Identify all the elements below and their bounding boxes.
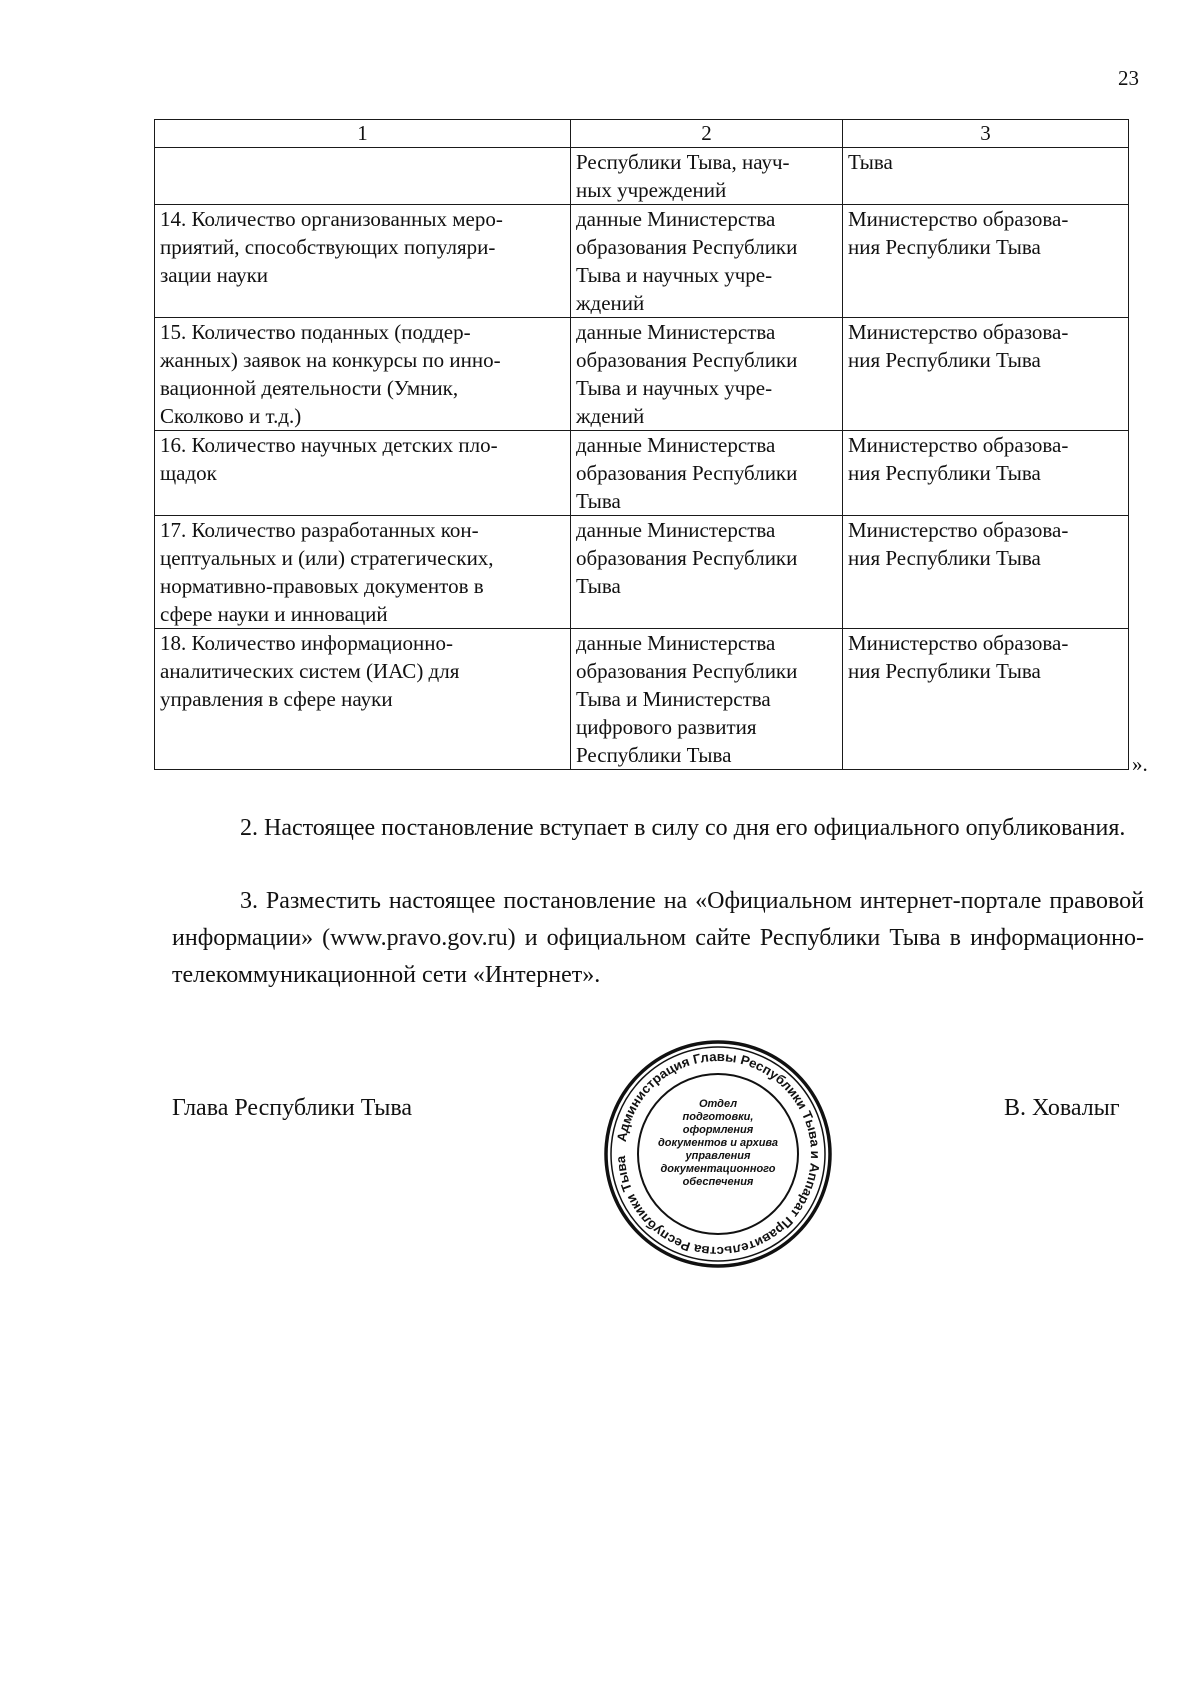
paragraph-text: 2. Настоящее постановление вступает в силу со дня его официального опубликования. xyxy=(240,815,1126,841)
seal-line: управления xyxy=(685,1150,751,1162)
column-header-2: 2 xyxy=(571,120,843,148)
indicator-cell: 18. Количество информационно- аналитических систем (ИАС) для управления в сфере науки xyxy=(155,629,571,770)
responsible-cell: Министерство образова- ния Республики Тыва xyxy=(843,629,1129,770)
seal-line: подготовки, xyxy=(682,1111,754,1123)
responsible-cell: Министерство образова- ния Республики Тыва xyxy=(843,431,1129,516)
page-number: 23 xyxy=(1118,66,1139,90)
responsible-cell: Министерство образова- ния Республики Тыва xyxy=(843,318,1129,431)
responsible-cell: Министерство образова- ния Республики Тыва xyxy=(843,516,1129,629)
source-cell: данные Министерства образования Республики Тыва и научных учре- ждений xyxy=(571,205,843,318)
column-header-3: 3 xyxy=(843,120,1129,148)
indicators-table xyxy=(154,119,1129,770)
indicator-cell xyxy=(155,148,571,205)
responsible-cell: Министерство образова- ния Республики Тыва xyxy=(843,205,1129,318)
table-row xyxy=(155,205,1129,318)
table-row xyxy=(155,318,1129,431)
table-row xyxy=(155,516,1129,629)
table-header-row xyxy=(155,120,1129,148)
table-row xyxy=(155,148,1129,205)
seal-line: документов и архива xyxy=(657,1137,779,1149)
indicator-cell: 14. Количество организованных меро- приятий, способствующих популяри- зации науки xyxy=(155,205,571,318)
indicator-cell: 17. Количество разработанных кон- цептуальных и (или) стратегических, нормативно-правовых документов в сфере науки и инноваций xyxy=(155,516,571,629)
seal-ring-text: Администрация Главы Республики Тыва и Аппарат Правительства Республики Тыва xyxy=(612,1048,824,1260)
paragraph-entry-into-force xyxy=(172,810,1144,847)
signatory-name: В. Ховалыг xyxy=(1004,1095,1120,1121)
signatory-position: Глава Республики Тыва xyxy=(172,1095,413,1121)
table-row xyxy=(155,629,1129,770)
seal-line: оформления xyxy=(682,1124,754,1136)
source-cell: данные Министерства образования Республики Тыва xyxy=(571,516,843,629)
seal-line: Отдел xyxy=(698,1098,738,1110)
paragraph-publication xyxy=(172,883,1144,994)
source-cell: данные Министерства образования Республики Тыва xyxy=(571,431,843,516)
source-cell: Республики Тыва, науч- ных учреждений xyxy=(571,148,843,205)
column-header-1: 1 xyxy=(155,120,571,148)
indicator-cell: 16. Количество научных детских пло- щадок xyxy=(155,431,571,516)
seal-line: документационного xyxy=(660,1163,776,1175)
responsible-cell: Тыва xyxy=(843,148,1129,205)
seal-line: обеспечения xyxy=(682,1176,754,1188)
paragraph-text: 3. Разместить настоящее постановление на «Официальном интернет-портале правовой информации» (www.pravo.gov.ru) и официальном сайте Республики Тыва в информационно-телекоммуникационной сети «Интернет». xyxy=(172,888,1144,988)
indicator-cell: 15. Количество поданных (поддер- жанных) заявок на конкурсы по инно- вационной деятельности (Умник, Сколково и т.д.) xyxy=(155,318,571,431)
seal-center-text xyxy=(642,1098,794,1189)
closing-quote: ». xyxy=(1132,752,1148,776)
source-cell: данные Министерства образования Республики Тыва и Министерства цифрового развития Республики Тыва xyxy=(571,629,843,770)
table-row xyxy=(155,431,1129,516)
source-cell: данные Министерства образования Республики Тыва и научных учре- ждений xyxy=(571,318,843,431)
